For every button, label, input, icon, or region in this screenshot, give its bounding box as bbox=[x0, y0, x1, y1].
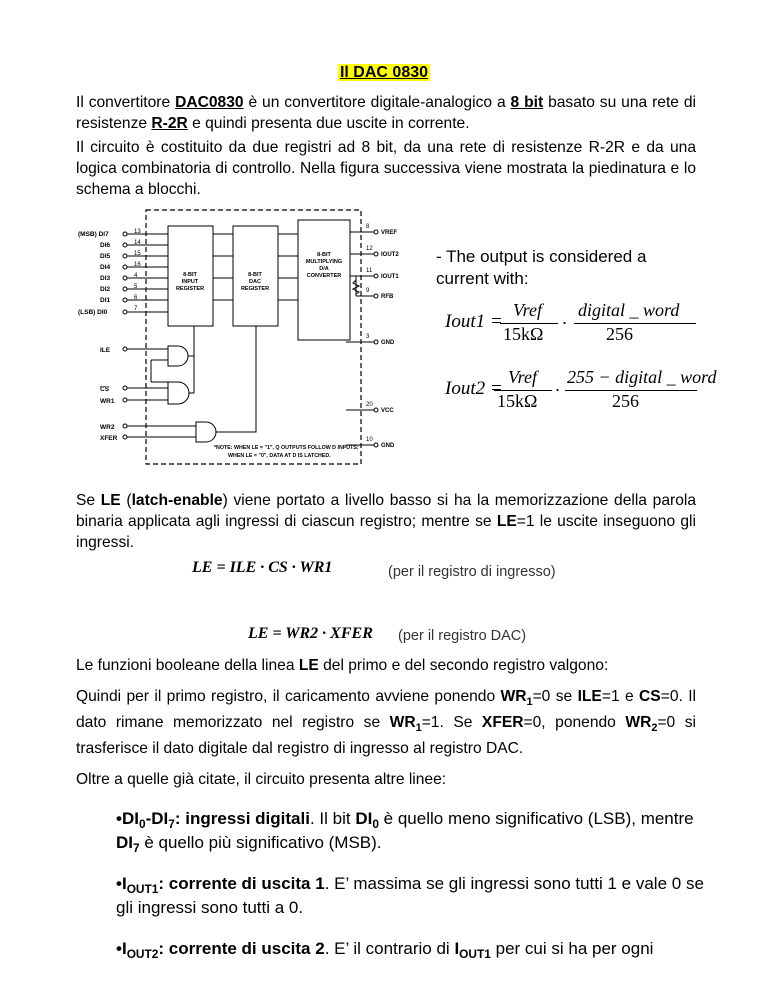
pin-number: 11 bbox=[366, 268, 373, 274]
bullet-digital-inputs: $•DI_0-DI_7$: ingressi digitali. Il bit $DI_0$ è quello meno significativo (LSB), mentre $DI_7$ è quello più significativo (MSB). bbox=[116, 809, 694, 855]
pin-label: RFB bbox=[381, 294, 394, 300]
pin-labels-right bbox=[381, 230, 399, 449]
pin-label: IOUT2 bbox=[381, 252, 399, 258]
pin-number: 15 bbox=[134, 251, 141, 257]
pin-label: GND bbox=[381, 443, 395, 449]
eq2-bar1 bbox=[494, 390, 552, 391]
pin-number: 13 bbox=[134, 229, 141, 235]
pin-number: 16 bbox=[134, 262, 141, 268]
circuit-paragraph: Il circuito è costituito da due registri ad 8 bit, da una rete di resistenze R-2R e da una logica combinatoria di controllo. Nella figura successiva viene mostrata la piedinatura e lo schema a blocchi. bbox=[76, 139, 696, 198]
bullet-iout1: $•I_{OUT1}$: corrente di uscita 1. E’ massima se gli ingressi sono tutti 1 e vale 0 se gli ingressi sono tutti a 0. bbox=[116, 874, 704, 917]
le-note-dac: (per il registro DAC) bbox=[398, 628, 527, 644]
output-note: - The output is considered a current with: bbox=[436, 247, 647, 288]
wr1-label: WR1 bbox=[100, 398, 115, 405]
pin-number: 10 bbox=[366, 437, 373, 443]
svg-text:REGISTER: REGISTER bbox=[175, 286, 205, 292]
pin-number: 14 bbox=[134, 240, 141, 246]
pin-labels-left bbox=[78, 231, 111, 316]
latch-note-2: WHEN LE = "0", DATA AT D IS LATCHED. bbox=[228, 453, 331, 459]
pin-number: 12 bbox=[366, 246, 373, 252]
pin-label: IOUT1 bbox=[381, 274, 399, 280]
eq1-bar1 bbox=[500, 323, 558, 324]
eq1-lhs: Iout1 = bbox=[445, 311, 503, 332]
pin-label: DI5 bbox=[100, 253, 111, 260]
bullet-iout2: $•I_{OUT2}$: corrente di uscita 2. E’ il contrario di $I_{OUT1}$ per cui si ha per ogni bbox=[116, 939, 654, 961]
eq2-d2: 256 bbox=[612, 391, 639, 411]
eq1-n2: digital _ word bbox=[578, 300, 680, 320]
svg-text:DAC: DAC bbox=[249, 279, 261, 285]
pin-label: VCC bbox=[381, 408, 394, 414]
pin-number: 20 bbox=[366, 402, 373, 408]
svg-text:8-BIT: 8-BIT bbox=[317, 252, 331, 258]
pin-number: 4 bbox=[134, 273, 138, 279]
ile-label: ILE bbox=[100, 347, 111, 354]
lines-intro: Oltre a quelle già citate, il circuito presenta altre linee: bbox=[76, 771, 447, 788]
pin-label: DI2 bbox=[100, 286, 111, 293]
pin-label: (LSB) DI0 bbox=[78, 309, 108, 316]
pin-label: DI6 bbox=[100, 242, 111, 249]
latch-note-1: *NOTE: WHEN LE = "1", Q OUTPUTS FOLLOW D INPUTS; bbox=[214, 445, 359, 451]
cs-label: CS bbox=[100, 386, 110, 393]
xfer-label: XFER bbox=[100, 435, 118, 442]
le-formula-input: LE = ILE · CS · WR1 bbox=[192, 559, 333, 576]
le-note-input: (per il registro di ingresso) bbox=[388, 564, 556, 580]
svg-text:D/A: D/A bbox=[319, 266, 329, 272]
pin-number: 3 bbox=[366, 334, 370, 340]
page-title: Il DAC 0830 bbox=[339, 64, 429, 81]
pin-label: VREF bbox=[381, 230, 398, 236]
loading-paragraph: Quindi per il primo registro, il caricamento avviene ponendo $WR_1=0$ se ILE=1 e CS=0. Il dato rimane memorizzato nel registro se $WR_1=1$. Se XFER=0, ponendo $WR_2=0$ si trasferisce il dato digitale dal registro di ingresso al registro DAC. bbox=[76, 688, 696, 757]
eq2-lhs: Iout2 = bbox=[445, 378, 503, 399]
dac-converter bbox=[298, 220, 350, 340]
pin-label: DI3 bbox=[100, 275, 111, 282]
pin-number: 5 bbox=[134, 284, 138, 290]
svg-text:CONVERTER: CONVERTER bbox=[306, 273, 342, 279]
eq2-d1: 15kΩ bbox=[497, 391, 538, 411]
eq1-bar2 bbox=[574, 323, 696, 324]
svg-text:8-BIT: 8-BIT bbox=[183, 272, 197, 278]
le-formula-dac: LE = WR2 · XFER bbox=[248, 625, 373, 642]
wr2-label: WR2 bbox=[100, 424, 115, 431]
pin-label: (MSB) DI7 bbox=[78, 231, 109, 238]
latch-paragraph: Se LE (latch-enable) viene portato a livello basso si ha la memorizzazione della parola binaria applicata agli ingressi di ciascun registro; mentre se LE=1 le uscite inseguono gli ingressi. bbox=[76, 492, 697, 551]
pin-number: 6 bbox=[134, 295, 138, 301]
eq1-d1: 15kΩ bbox=[503, 324, 544, 344]
block-labels bbox=[176, 252, 342, 292]
eq2-bar2 bbox=[565, 390, 697, 391]
svg-text:INPUT: INPUT bbox=[181, 279, 199, 285]
pin-label: DI1 bbox=[100, 297, 111, 304]
pin-label: DI4 bbox=[100, 264, 111, 271]
eq1-d2: 256 bbox=[606, 324, 633, 344]
boolean-paragraph: Le funzioni booleane della linea LE del primo e del secondo registro valgono: bbox=[76, 657, 609, 674]
eq1-dot: · bbox=[562, 313, 567, 333]
svg-text:8-BIT: 8-BIT bbox=[248, 272, 262, 278]
pin-number: 9 bbox=[366, 288, 370, 294]
pin-label: GND bbox=[381, 340, 395, 346]
intro-paragraph: Il convertitore DAC0830 è un convertitore digitale-analogico a 8 bit basato su una rete di resistenze R-2R e quindi presenta due uscite in corrente. bbox=[76, 94, 697, 132]
block-diagram bbox=[76, 206, 436, 468]
eq1-n1: Vref bbox=[513, 300, 542, 320]
pin-number: 7 bbox=[134, 306, 138, 312]
svg-text:REGISTER: REGISTER bbox=[240, 286, 270, 292]
svg-text:MULTIPLYING: MULTIPLYING bbox=[305, 259, 343, 265]
eq2-dot: · bbox=[555, 380, 560, 400]
eq2-n1: Vref bbox=[508, 367, 537, 387]
eq2-n2: 255 − digital _ word bbox=[567, 367, 717, 387]
pin-number: 8 bbox=[366, 224, 370, 230]
